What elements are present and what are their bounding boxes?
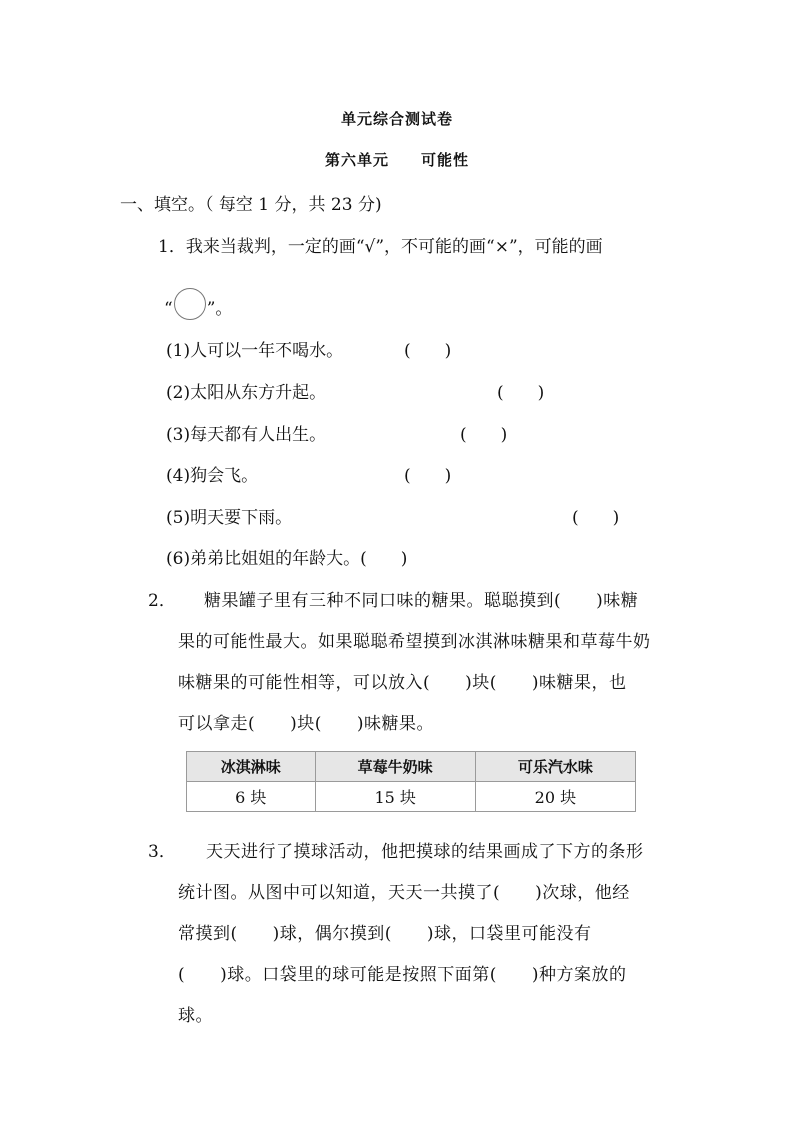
question-3-line-3: 常摸到( )球，偶尔摸到( )球，口袋里可能没有 [178,924,592,944]
answer-blank[interactable]: ( ) [404,466,452,486]
table-header: 冰淇淋味 [187,752,316,782]
item-label: (5)明天要下雨。 [166,508,293,528]
quote-close: ”。 [206,299,233,319]
table-cell: 20 块 [475,782,635,812]
item-label: (3)每天都有人出生。 [166,425,327,445]
answer-blank[interactable]: ( ) [404,341,452,361]
table-header: 草莓牛奶味 [315,752,475,782]
question-2-line-1: 糖果罐子里有三种不同口味的糖果。聪聪摸到( )味糖 [204,591,639,611]
question-2-line-3: 味糖果的可能性相等，可以放入( )块( )味糖果，也 [178,673,627,693]
answer-blank[interactable]: ( ) [360,549,408,569]
question-3-line-2: 统计图。从图中可以知道，天天一共摸了( )次球，他经 [178,883,630,903]
quote-open: “ [164,299,173,319]
question-3-line-4: ( )球。口袋里的球可能是按照下面第( )种方案放的 [178,965,627,985]
q1-item-4 [166,461,258,486]
section-heading: 一、填空。（ 每空 1 分，共 23 分) [120,195,382,215]
answer-blank[interactable]: ( ) [572,508,620,528]
table-row [187,782,636,812]
candy-table [186,751,636,812]
page-title: 单元综合测试卷 [340,110,453,128]
table-cell: 15 块 [315,782,475,812]
question-1-intro [158,232,603,257]
item-label: (2)太阳从东方升起。 [166,383,327,403]
question-1-intro-cont [164,288,232,320]
page-subtitle: 第六单元 可能性 [324,151,469,169]
table-header: 可乐汽水味 [475,752,635,782]
table-header-row [187,752,636,782]
question-2-line-4: 可以拿走( )块( )味糖果。 [178,714,435,734]
q1-item-5 [166,503,292,528]
question-number: 1． [158,237,186,257]
question-number: 2． [148,591,176,611]
circle-icon [174,288,206,320]
item-label: (1)人可以一年不喝水。 [166,341,344,361]
q1-item-1 [166,336,343,361]
q1-item-3 [166,420,326,445]
item-label: (6)弟弟比姐姐的年龄大。 [166,549,361,569]
question-3-line-1: 天天进行了摸球活动，他把摸球的结果画成了下方的条形 [206,842,644,862]
answer-blank[interactable]: ( ) [460,425,508,445]
q1-item-2 [166,378,326,403]
item-label: (4)狗会飞。 [166,466,259,486]
question-text: 我来当裁判，一定的画“√”，不可能的画“×”，可能的画 [185,237,603,257]
question-2-line-2: 果的可能性最大。如果聪聪希望摸到冰淇淋味糖果和草莓牛奶 [178,632,651,652]
answer-blank[interactable]: ( ) [497,383,545,403]
question-3-line-5: 球。 [178,1006,213,1026]
table-cell: 6 块 [187,782,316,812]
question-number: 3． [148,842,176,862]
q1-item-6 [166,544,407,569]
